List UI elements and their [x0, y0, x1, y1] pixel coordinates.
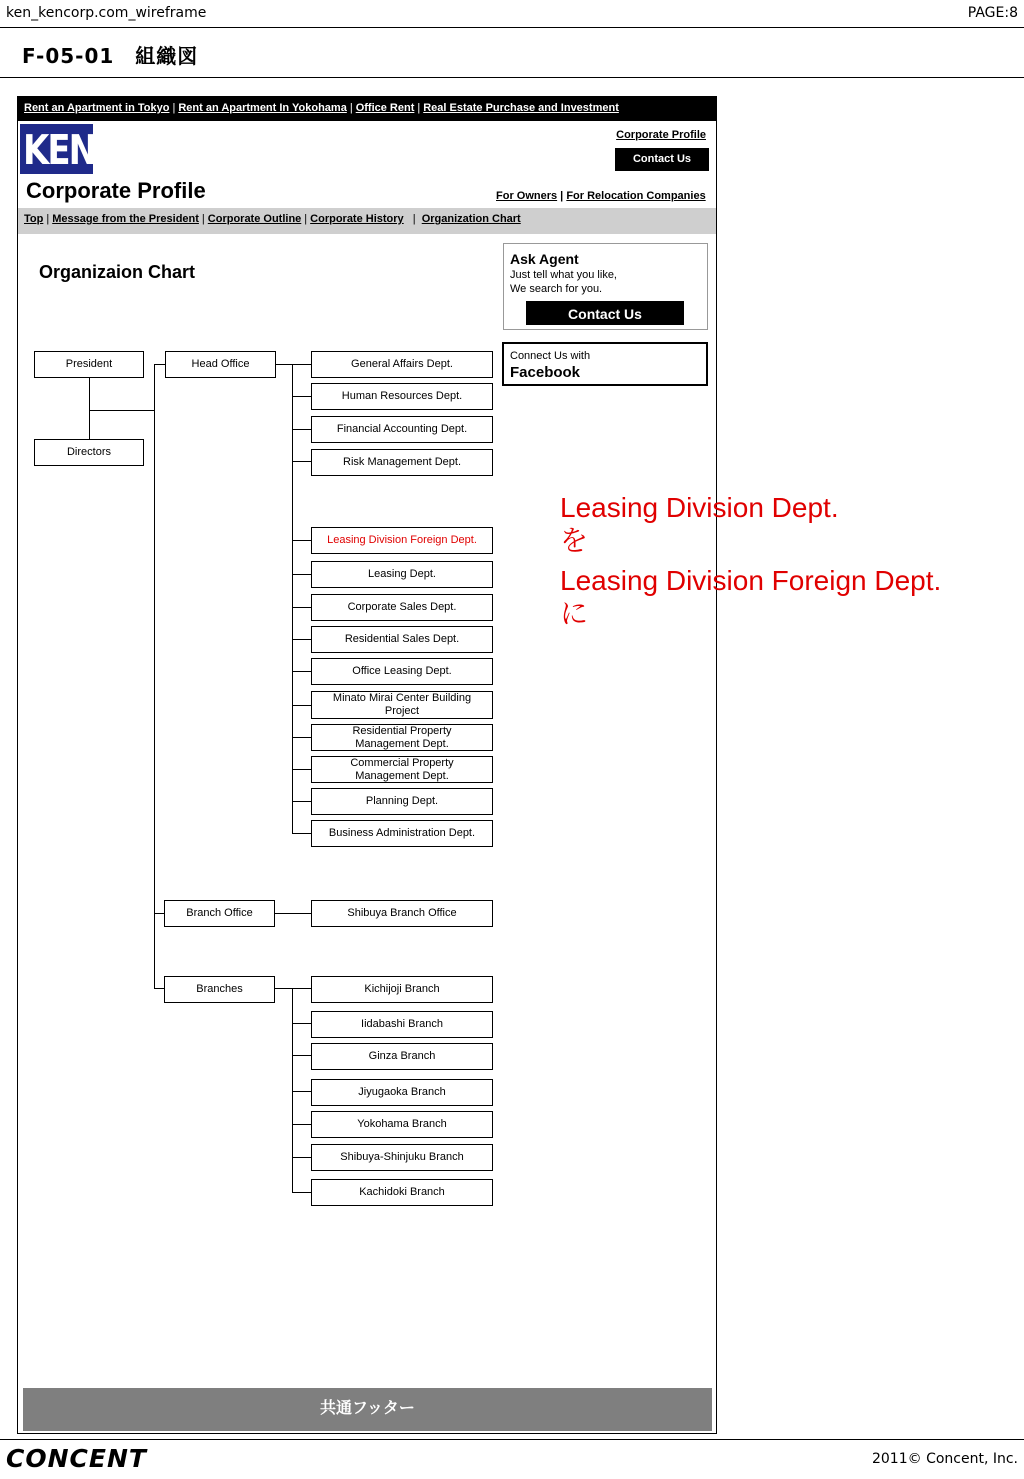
connector-line	[292, 364, 293, 833]
connector-line	[292, 1091, 311, 1092]
connector-line	[292, 769, 311, 770]
org-box-president: President	[34, 351, 144, 378]
contact-us-header-button[interactable]: Contact Us	[615, 148, 709, 171]
org-box-branch: Jiyugaoka Branch	[311, 1079, 493, 1106]
connector-line	[89, 410, 155, 411]
org-box-dept: Office Leasing Dept.	[311, 658, 493, 685]
org-box-dept: Risk Management Dept.	[311, 449, 493, 476]
connector-line	[292, 1157, 311, 1158]
ask-agent-contact-button[interactable]: Contact Us	[526, 301, 684, 325]
org-box-branch: Ginza Branch	[311, 1043, 493, 1070]
connector-line	[89, 377, 90, 440]
facebook-label: Facebook	[510, 364, 581, 381]
connector-line	[275, 988, 311, 989]
connector-line	[292, 639, 311, 640]
connector-line	[292, 574, 311, 575]
ken-logo[interactable]	[20, 124, 96, 175]
ask-agent-text: Just tell what you like,	[510, 269, 617, 281]
nav-separator: |	[172, 102, 176, 114]
org-box-branches: Branches	[164, 976, 275, 1003]
document-page-title: F-05-01 組織図	[22, 44, 199, 68]
page-number: PAGE:8	[967, 5, 1018, 21]
org-box-dept: Commercial Property Management Dept.	[311, 756, 493, 783]
logo-text: KEN	[23, 127, 96, 175]
connector-line	[292, 1192, 311, 1193]
org-box-branch: Yokohama Branch	[311, 1111, 493, 1138]
connector-line	[292, 607, 311, 608]
subnav-outline[interactable]: Corporate Outline	[207, 213, 302, 225]
global-top-nav	[18, 97, 716, 121]
nav-separator: |	[46, 213, 50, 225]
facebook-box[interactable]	[502, 342, 708, 386]
connector-line	[292, 396, 311, 397]
nav-separator: |	[201, 213, 205, 225]
org-box-branch: Shibuya-Shinjuku Branch	[311, 1144, 493, 1171]
ask-agent-text: We search for you.	[510, 283, 603, 295]
connector-line	[292, 671, 311, 672]
document-filename: ken_kencorp.com_wireframe	[6, 5, 207, 21]
annotation-line: Leasing Division Foreign Dept.	[560, 565, 942, 596]
org-box-branch-office: Branch Office	[164, 900, 275, 927]
link-separator: |	[557, 190, 567, 202]
divider	[0, 77, 1024, 78]
connector-line	[154, 364, 155, 989]
org-box-dept: Corporate Sales Dept.	[311, 594, 493, 621]
org-box-dept: General Affairs Dept.	[311, 351, 493, 378]
nav-link-rent-tokyo[interactable]: Rent an Apartment in Tokyo	[24, 102, 170, 114]
nav-link-rent-yokohama[interactable]: Rent an Apartment In Yokohama	[178, 102, 347, 114]
connector-line	[292, 801, 311, 802]
connector-line	[275, 913, 311, 914]
nav-separator: |	[349, 102, 353, 114]
subnav-top[interactable]: Top	[24, 213, 44, 225]
for-owners-link[interactable]: For Owners	[496, 190, 558, 202]
nav-link-real-estate[interactable]: Real Estate Purchase and Investment	[423, 102, 619, 114]
org-box-dept: Planning Dept.	[311, 788, 493, 815]
org-box-dept: Leasing Dept.	[311, 561, 493, 588]
annotation-line: を	[560, 525, 589, 556]
local-sub-nav	[18, 208, 716, 234]
nav-link-office-rent[interactable]: Office Rent	[355, 102, 415, 114]
org-box-dept: Minato Mirai Center Building Project	[311, 691, 493, 719]
org-box-dept: Business Administration Dept.	[311, 820, 493, 847]
corporate-profile-link[interactable]: Corporate Profile	[616, 129, 706, 141]
ask-agent-title: Ask Agent	[510, 251, 579, 267]
document-header	[0, 0, 1024, 28]
for-relocation-link[interactable]: For Relocation Companies	[566, 190, 706, 202]
org-box-branch: Shibuya Branch Office	[311, 900, 493, 927]
connector-line	[275, 364, 311, 365]
connector-line	[292, 429, 311, 430]
connector-line	[292, 1124, 311, 1125]
facebook-caption: Connect Us with	[510, 350, 591, 362]
connector-line	[292, 1055, 311, 1056]
subnav-org-chart[interactable]: Organization Chart	[421, 213, 521, 225]
nav-separator: |	[406, 213, 419, 225]
org-box-dept: Residential Property Management Dept.	[311, 724, 493, 751]
connector-line	[292, 540, 311, 541]
org-box-dept: Residential Sales Dept.	[311, 626, 493, 653]
connector-line	[292, 988, 293, 1192]
connector-line	[292, 737, 311, 738]
concent-logo: CONCENT	[6, 1444, 147, 1473]
connector-line	[292, 705, 311, 706]
subnav-message[interactable]: Message from the President	[52, 213, 199, 225]
connector-line	[292, 833, 311, 834]
nav-separator: |	[417, 102, 421, 114]
copyright: 2011© Concent, Inc.	[871, 1451, 1018, 1467]
nav-separator: |	[304, 213, 308, 225]
annotation-line: Leasing Division Dept.	[560, 492, 839, 523]
annotation-line: に	[560, 598, 589, 629]
org-box-head-office: Head Office	[165, 351, 276, 378]
org-box-dept: Financial Accounting Dept.	[311, 416, 493, 443]
common-footer-placeholder: 共通フッター	[23, 1388, 712, 1431]
org-box-branch: Kachidoki Branch	[311, 1179, 493, 1206]
connector-line	[292, 1023, 311, 1024]
org-box-branch: Iidabashi Branch	[311, 1011, 493, 1038]
content-title: Organizaion Chart	[39, 262, 196, 282]
ask-agent-box	[503, 243, 708, 330]
org-box-dept: Human Resources Dept.	[311, 383, 493, 410]
divider	[0, 1439, 1024, 1440]
connector-line	[292, 461, 311, 462]
subnav-history[interactable]: Corporate History	[310, 213, 404, 225]
section-heading: Corporate Profile	[26, 178, 206, 203]
org-box-dept-highlighted: Leasing Division Foreign Dept.	[311, 527, 493, 554]
owner-links	[496, 190, 706, 202]
org-box-branch: Kichijoji Branch	[311, 976, 493, 1003]
org-box-directors: Directors	[34, 439, 144, 466]
